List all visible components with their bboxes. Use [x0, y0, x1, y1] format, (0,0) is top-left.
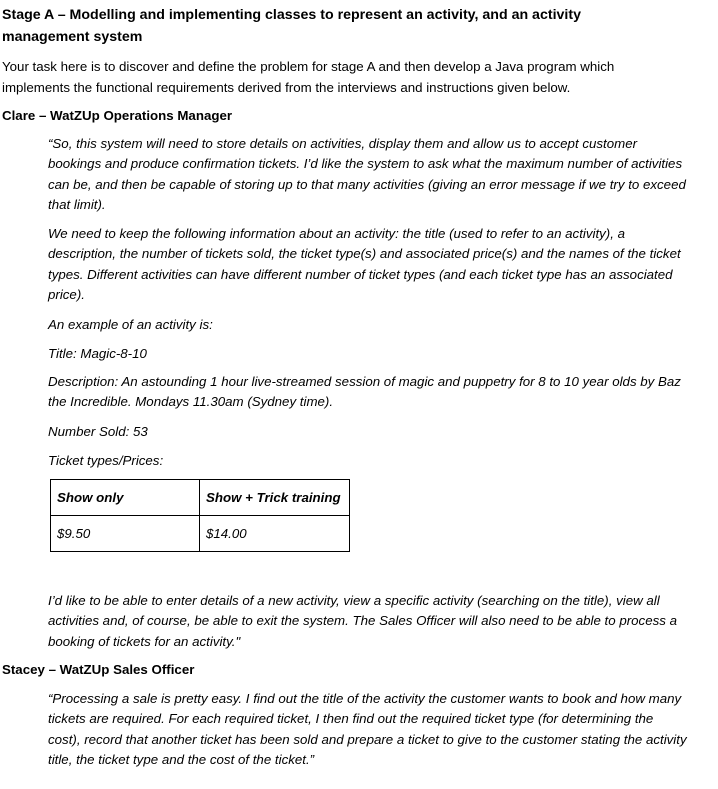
- speaker-clare: Clare – WatZUp Operations Manager: [2, 108, 233, 123]
- table-header-cell: Show + Trick training: [200, 480, 350, 516]
- clare-paragraph-1: “So, this system will need to store details on activities, display them and allow us to accept customer bookings and produce confirmation tickets. I’d like the system to ask what the maximum number of activities can be, and then be capable of storing up to that many activities (giving an error message if we try to exceed that limit).: [48, 136, 686, 213]
- table-row: [51, 516, 350, 552]
- table-cell-price: $14.00: [200, 516, 350, 552]
- intro-line-1: Your task here is to discover and define the problem for stage A and then develop a Java program which: [2, 59, 615, 74]
- speaker-stacey: Stacey – WatZUp Sales Officer: [2, 662, 195, 677]
- example-number-sold: Number Sold: 53: [48, 424, 148, 439]
- table-header-cell: Show only: [51, 480, 200, 516]
- ticket-types-table: [50, 479, 350, 552]
- section-heading: [2, 4, 682, 48]
- heading-line-1: Stage A – Modelling and implementing classes to represent an activity, and an activity: [2, 7, 581, 23]
- clare-paragraph-3: I’d like to be able to enter details of a new activity, view a specific activity (searching on the title), view all activities and, of course, be able to exit the system. The Sales Officer will also need to be able to process a booking of tickets for an activity.": [48, 593, 677, 649]
- table-cell-price: $9.50: [51, 516, 200, 552]
- intro-line-2: implements the functional requirements derived from the interviews and instructions given below.: [2, 80, 571, 95]
- example-title: Title: Magic-8-10: [48, 346, 147, 361]
- heading-line-2: management system: [2, 29, 143, 45]
- example-ticket-label: Ticket types/Prices:: [48, 453, 164, 468]
- intro-paragraph: [2, 56, 692, 98]
- table-header-row: [51, 480, 350, 516]
- clare-paragraph-2: We need to keep the following information about an activity: the title (used to refer to an activity), a description, the number of tickets sold, the ticket type(s) and associated price(s) and the names of the ticket types. Different activities can have different number of ticket types (and each ticket type has an associated price).: [48, 226, 681, 303]
- example-intro: An example of an activity is:: [48, 317, 213, 332]
- example-description: Description: An astounding 1 hour live-streamed session of magic and puppetry for 8 to 10 year olds by Baz the Incredible. Mondays 11.30am (Sydney time).: [48, 374, 681, 410]
- stacey-paragraph-1: “Processing a sale is pretty easy. I find out the title of the activity the customer wants to book and how many tickets are required. For each required ticket, I then find out the required ticket type (for determining the cost), record that another ticket has been sold and prepare a ticket to give to the customer stating the activity title, the ticket type and the cost of the ticket.”: [48, 691, 687, 768]
